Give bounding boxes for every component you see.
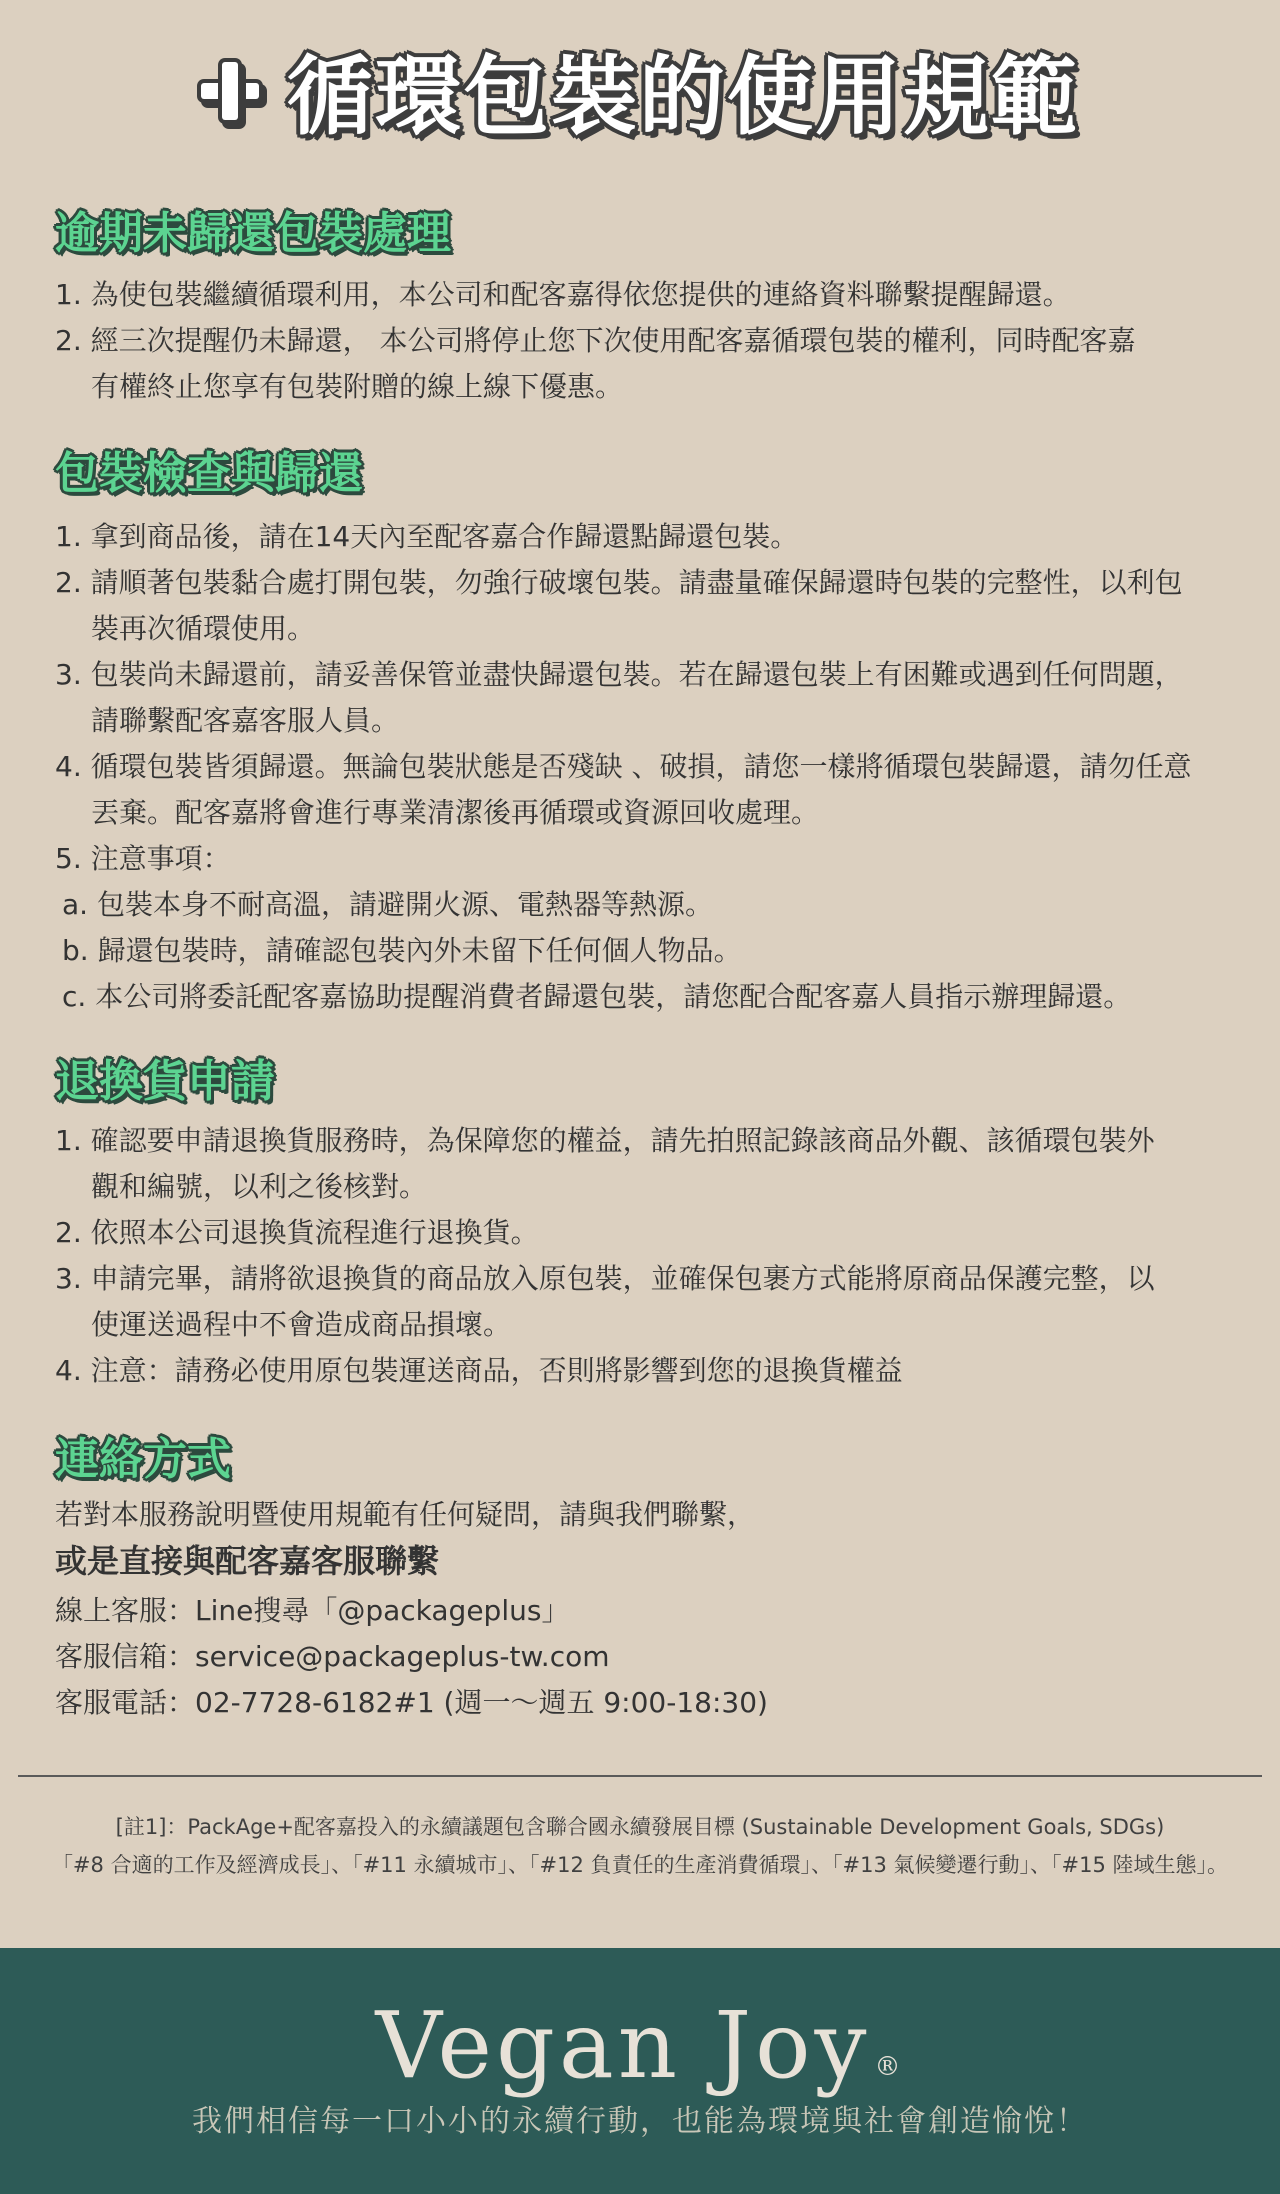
list-item: 1. 拿到商品後，請在14天內至配客嘉合作歸還點歸還包裝。 <box>55 520 799 553</box>
list-item: 4. 循環包裝皆須歸還。無論包裝狀態是否殘缺 、破損，請您一樣將循環包裝歸還，請勿任意 丟棄。配客嘉將會進行專業清潔後再循環或資源回收處理。 <box>55 750 1192 829</box>
list-item: 3. 申請完畢，請將欲退換貨的商品放入原包裝，並確保包裹方式能將原商品保護完整，以 使運送過程中不會造成商品損壞。 <box>55 1262 1155 1341</box>
list-item: 2. 經三次提醒仍未歸還， 本公司將停止您下次使用配客嘉循環包裝的權利，同時配客嘉 有權終止您享有包裝附贈的線上線下優惠。 <box>55 324 1136 403</box>
list-item: 2. 依照本公司退換貨流程進行退換貨。 <box>55 1216 539 1249</box>
list-item: 3. 包裝尚未歸還前，請妥善保管並盡快歸還包裝。若在歸還包裝上有困難或遇到任何問題， 請聯繫配客嘉客服人員。 <box>55 658 1183 737</box>
section-heading-returns: 退換貨申請 <box>55 1056 275 1107</box>
footnote-line-2: 「#8 合適的工作及經濟成長」、「#11 永續城市」、「#12 負責任的生產消費循環」、「#13 氣候變遷行動」、「#15 陸域生態」。 <box>51 1853 1229 1877</box>
list-item: a. 包裝本身不耐高溫，請避開火源、電熱器等熱源。 <box>62 888 713 921</box>
contact-line-emphasis: 或是直接與配客嘉客服聯繫 <box>55 1542 440 1580</box>
list-item: 1. 確認要申請退換貨服務時，為保障您的權益，請先拍照記錄該商品外觀、該循環包裝外 觀和編號，以利之後核對。 <box>55 1124 1155 1203</box>
plus-icon <box>201 62 259 120</box>
list-item: 2. 請順著包裝黏合處打開包裝，勿強行破壞包裝。請盡量確保歸還時包裝的完整性，以利包 裝再次循環使用。 <box>55 566 1183 645</box>
page-title-wrap <box>0 42 1280 152</box>
brand-slogan: 我們相信每一口小小的永續行動，也能為環境與社會創造愉悅！ <box>192 2104 1088 2139</box>
section-heading-overdue: 逾期未歸還包裝處理 <box>55 208 451 259</box>
footnote-line-1: [註1]：PackAge+配客嘉投入的永續議題包含聯合國永續發展目標 (Sustainable Development Goals, SDGs) <box>115 1815 1165 1839</box>
contact-line-email: 客服信箱：service@packageplus-tw.com <box>55 1640 610 1673</box>
list-item: c. 本公司將委託配客嘉協助提醒消費者歸還包裝，請您配合配客嘉人員指示辦理歸還。 <box>62 980 1132 1013</box>
divider <box>18 1775 1262 1777</box>
contact-line-phone: 客服電話：02-7728-6182#1 (週一～週五 9:00-18:30) <box>55 1686 768 1719</box>
list-item: 4. 注意：請務必使用原包裝運送商品，否則將影響到您的退換貨權益 <box>55 1354 903 1387</box>
list-item: 1. 為使包裝繼續循環利用，本公司和配客嘉得依您提供的連絡資料聯繫提醒歸還。 <box>55 278 1071 311</box>
list-item: 5. 注意事項： <box>55 842 231 875</box>
contact-line: 若對本服務說明暨使用規範有任何疑問，請與我們聯繫， <box>55 1498 756 1531</box>
page-title: 循環包裝的使用規範 <box>287 47 1079 147</box>
footer <box>0 1948 1280 2194</box>
section-heading-contact: 連絡方式 <box>55 1434 231 1485</box>
section-heading-inspection: 包裝檢查與歸還 <box>55 448 363 499</box>
list-item: b. 歸還包裝時，請確認包裝內外未留下任何個人物品。 <box>62 934 742 967</box>
registered-mark: ® <box>874 2052 905 2082</box>
brand-name: Vegan Joy <box>375 1992 871 2099</box>
contact-line-line: 線上客服：Line搜尋「@packageplus」 <box>55 1594 570 1627</box>
brand-logo <box>0 1992 1280 2117</box>
